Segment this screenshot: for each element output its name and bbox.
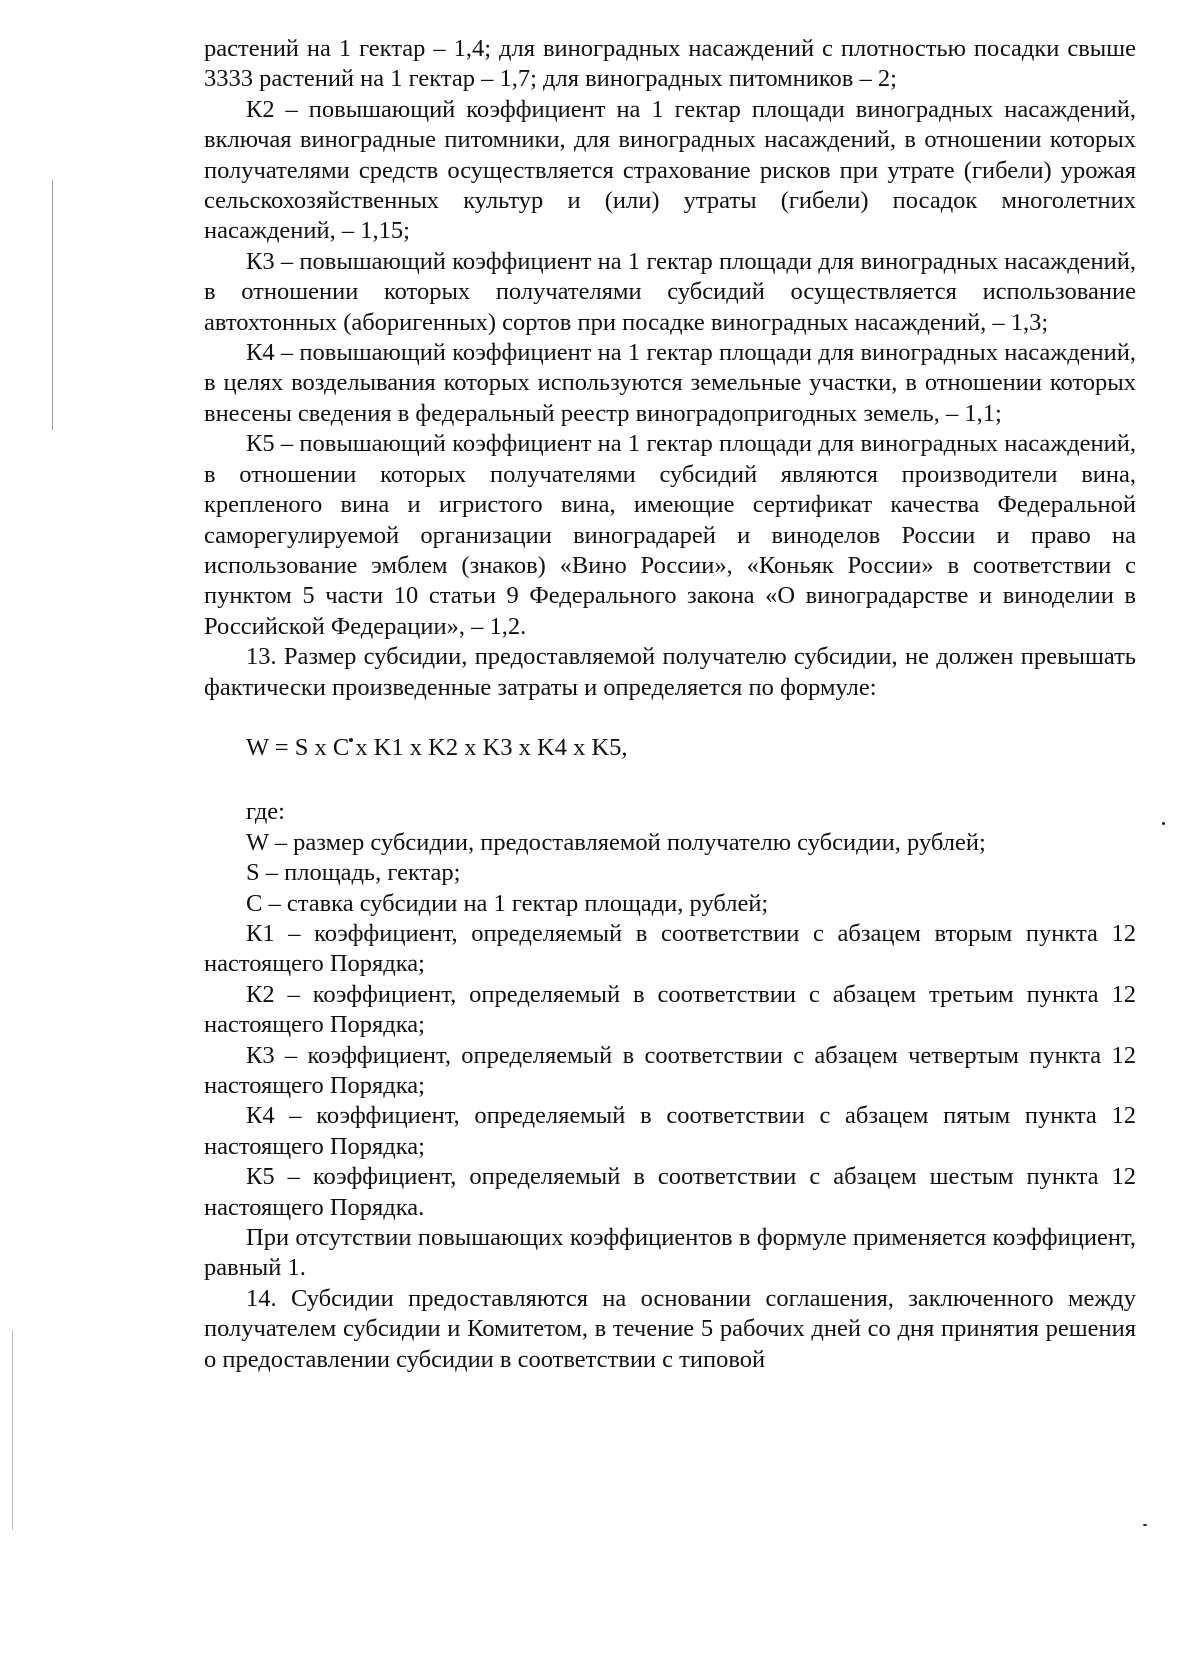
- scan-edge-line: [12, 1330, 13, 1530]
- paragraph-k3: К3 – повышающий коэффициент на 1 гектар площади для виноградных насаждений, в отношении которых получателями субсидий осуществляется использование автохтонных (аборигенных) сортов при посадке виноградных насаждений, – 1,3;: [204, 247, 1136, 336]
- document-body: [204, 34, 1136, 1375]
- formula-where: где:: [246, 798, 285, 826]
- scan-edge-line: [52, 180, 53, 430]
- paragraph-13: 13. Размер субсидии, предоставляемой получателю субсидии, не должен превышать фактически произведенные затраты и определяется по формуле:: [204, 643, 1136, 701]
- scan-speck: [1162, 822, 1165, 825]
- definition-c: С – ставка субсидии на 1 гектар площади, рублей;: [246, 889, 769, 917]
- definition-k5: К5 – коэффициент, определяемый в соответствии с абзацем шестым пункта 12 настоящего Порядка.: [204, 1163, 1136, 1221]
- scan-speck: [1143, 1524, 1147, 1526]
- paragraph-no-coefficients: При отсутствии повышающих коэффициентов в формуле применяется коэффициент, равный 1.: [204, 1224, 1136, 1282]
- paragraph-k4: К4 – повышающий коэффициент на 1 гектар площади для виноградных насаждений, в целях возделывания которых используются земельные участки, в отношении которых внесены сведения в федеральный реестр виноградопригодных земель, – 1,1;: [204, 339, 1136, 427]
- paragraph-continuation: растений на 1 гектар – 1,4; для виноградных насаждений с плотностью посадки свыше 3333 растений на 1 гектар – 1,7; для виноградных питомников – 2;: [204, 35, 1136, 93]
- paragraph-k5: К5 – повышающий коэффициент на 1 гектар площади для виноградных насаждений, в отношении которых получателями субсидий являются производители вина, крепленого вина и игристого вина, имеющие сертификат качества Федеральной саморегулируемой организации виноградарей и виноделов России и право на использование эмблем (знаков) «Вино России», «Коньяк России» в соответствии с пунктом 5 части 10 статьи 9 Федерального закона «О виноградарстве и виноделии в Российской Федерации», – 1,2.: [204, 430, 1136, 640]
- definition-s: S – площадь, гектар;: [246, 859, 461, 887]
- definition-k1: К1 – коэффициент, определяемый в соответствии с абзацем вторым пункта 12 настоящего Порядка;: [204, 919, 1136, 978]
- definition-k4: К4 – коэффициент, определяемый в соответствии с абзацем пятым пункта 12 настоящего Порядка;: [204, 1102, 1136, 1160]
- definition-k2: К2 – коэффициент, определяемый в соответствии с абзацем третьим пункта 12 настоящего Порядка;: [204, 980, 1136, 1039]
- paragraph-k2: К2 – повышающий коэффициент на 1 гектар площади виноградных насаждений, включая виноградные питомники, для виноградных насаждений, в отношении которых получателями средств осуществляется страхование рисков при утрате (гибели) урожая сельскохозяйственных культур и (или) утраты (гибели) посадок многолетних насаждений, – 1,15;: [204, 95, 1136, 245]
- paragraph-14: 14. Субсидии предоставляются на основании соглашения, заключенного между получателем субсидии и Комитетом, в течение 5 рабочих дней со дня принятия решения о предоставлении субсидии в соответствии с типовой: [204, 1284, 1136, 1373]
- formula: W = S x C x K1 x K2 x K3 x K4 x K5,: [246, 733, 628, 761]
- definition-k3: К3 – коэффициент, определяемый в соответствии с абзацем четвертым пункта 12 настоящего Порядка;: [204, 1041, 1136, 1099]
- definition-w: W – размер субсидии, предоставляемой получателю субсидии, рублей;: [246, 828, 986, 856]
